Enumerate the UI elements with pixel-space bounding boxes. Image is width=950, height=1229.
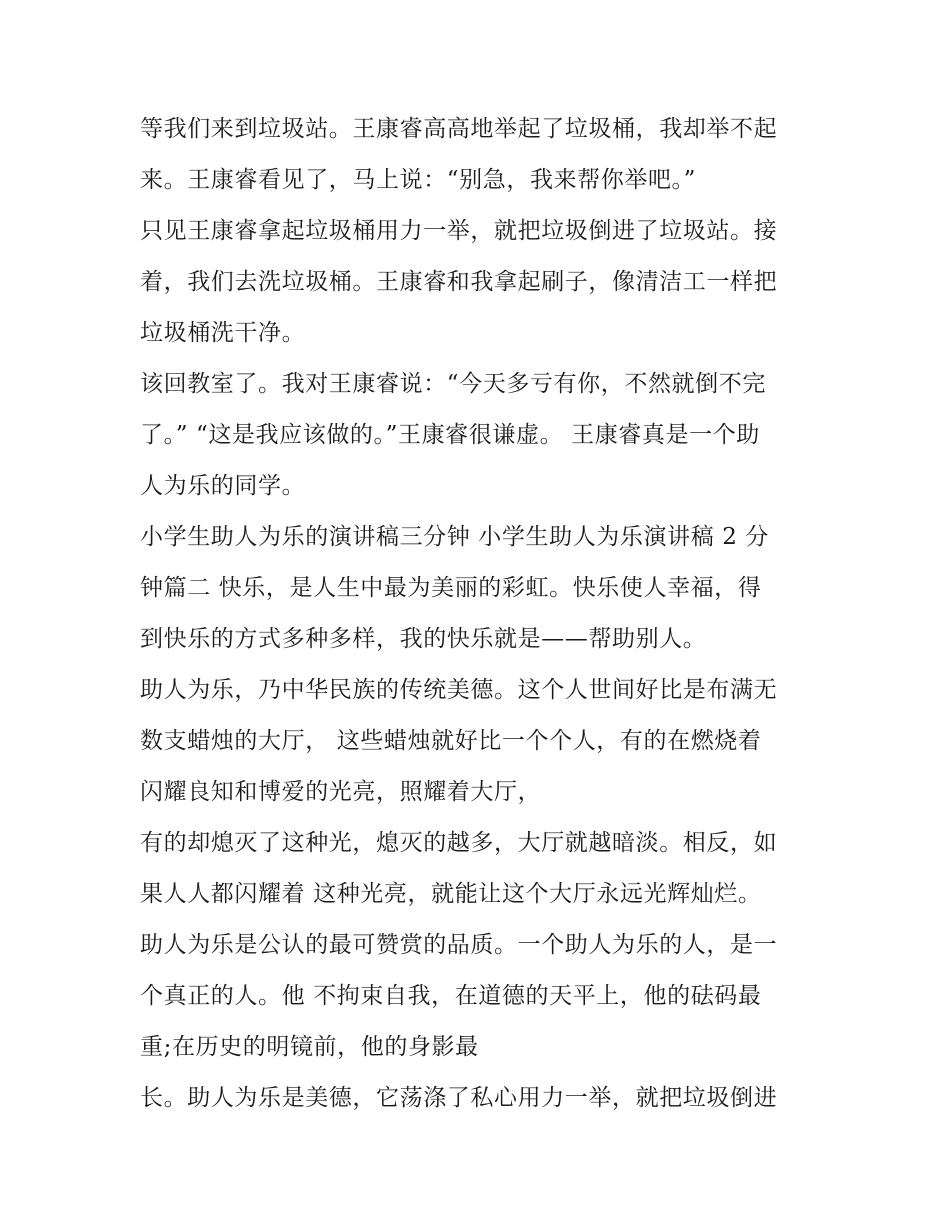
text-line: 到快乐的方式多种多样，我的快乐就是——帮助别人。 — [140, 626, 707, 652]
text-line: 钟篇二 快乐，是人生中最为美丽的彩虹。快乐使人幸福，得 — [140, 575, 762, 601]
text-line: 长。助人为乐是美德，它荡涤了私心用力一举，就把垃圾倒进 — [140, 1085, 778, 1111]
text-line: 该回教室了。我对王康睿说：“今天多亏有你，不然就倒不完 — [140, 371, 766, 397]
text-line: 有的却熄灭了这种光，熄灭的越多，大厅就越暗淡。相反，如 — [140, 830, 778, 856]
text-line: 着，我们去洗垃圾桶。王康睿和我拿起刷子，像清洁工一样把 — [140, 269, 778, 295]
text-line: 闪耀良知和博爱的光亮，照耀着大厅， — [140, 779, 542, 805]
text-line: 果人人都闪耀着 这种光亮，就能让这个大厅永远光辉灿烂。 — [140, 881, 762, 907]
document-body — [140, 104, 820, 1124]
text-line: 助人为乐，乃中华民族的传统美德。这个人世间好比是布满无 — [140, 677, 778, 703]
text-line: 数支蜡烛的大厅， 这些蜡烛就好比一个个人，有的在燃烧着 — [140, 728, 762, 754]
text-line: 小学生助人为乐的演讲稿三分钟 小学生助人为乐演讲稿 2 分 — [140, 524, 769, 550]
text-line: 了。” “这是我应该做的。”王康睿很谦虚。 王康睿真是一个助 — [140, 422, 760, 448]
text-line: 垃圾桶洗干净。 — [140, 320, 306, 346]
text-line: 助人为乐是公认的最可赞赏的品质。一个助人为乐的人，是一 — [140, 932, 778, 958]
text-line: 只见王康睿拿起垃圾桶用力一举，就把垃圾倒进了垃圾站。接 — [140, 218, 778, 244]
text-line: 个真正的人。他 不拘束自我，在道德的天平上，他的砝码最 — [140, 983, 762, 1009]
text-line: 人为乐的同学。 — [140, 473, 306, 499]
text-line: 来。王康睿看见了，马上说：“别急，我来帮你举吧。” — [140, 167, 697, 193]
text-line: 等我们来到垃圾站。王康睿高高地举起了垃圾桶，我却举不起 — [140, 116, 778, 142]
text-line: 重;在历史的明镜前，他的身影最 — [140, 1034, 479, 1060]
